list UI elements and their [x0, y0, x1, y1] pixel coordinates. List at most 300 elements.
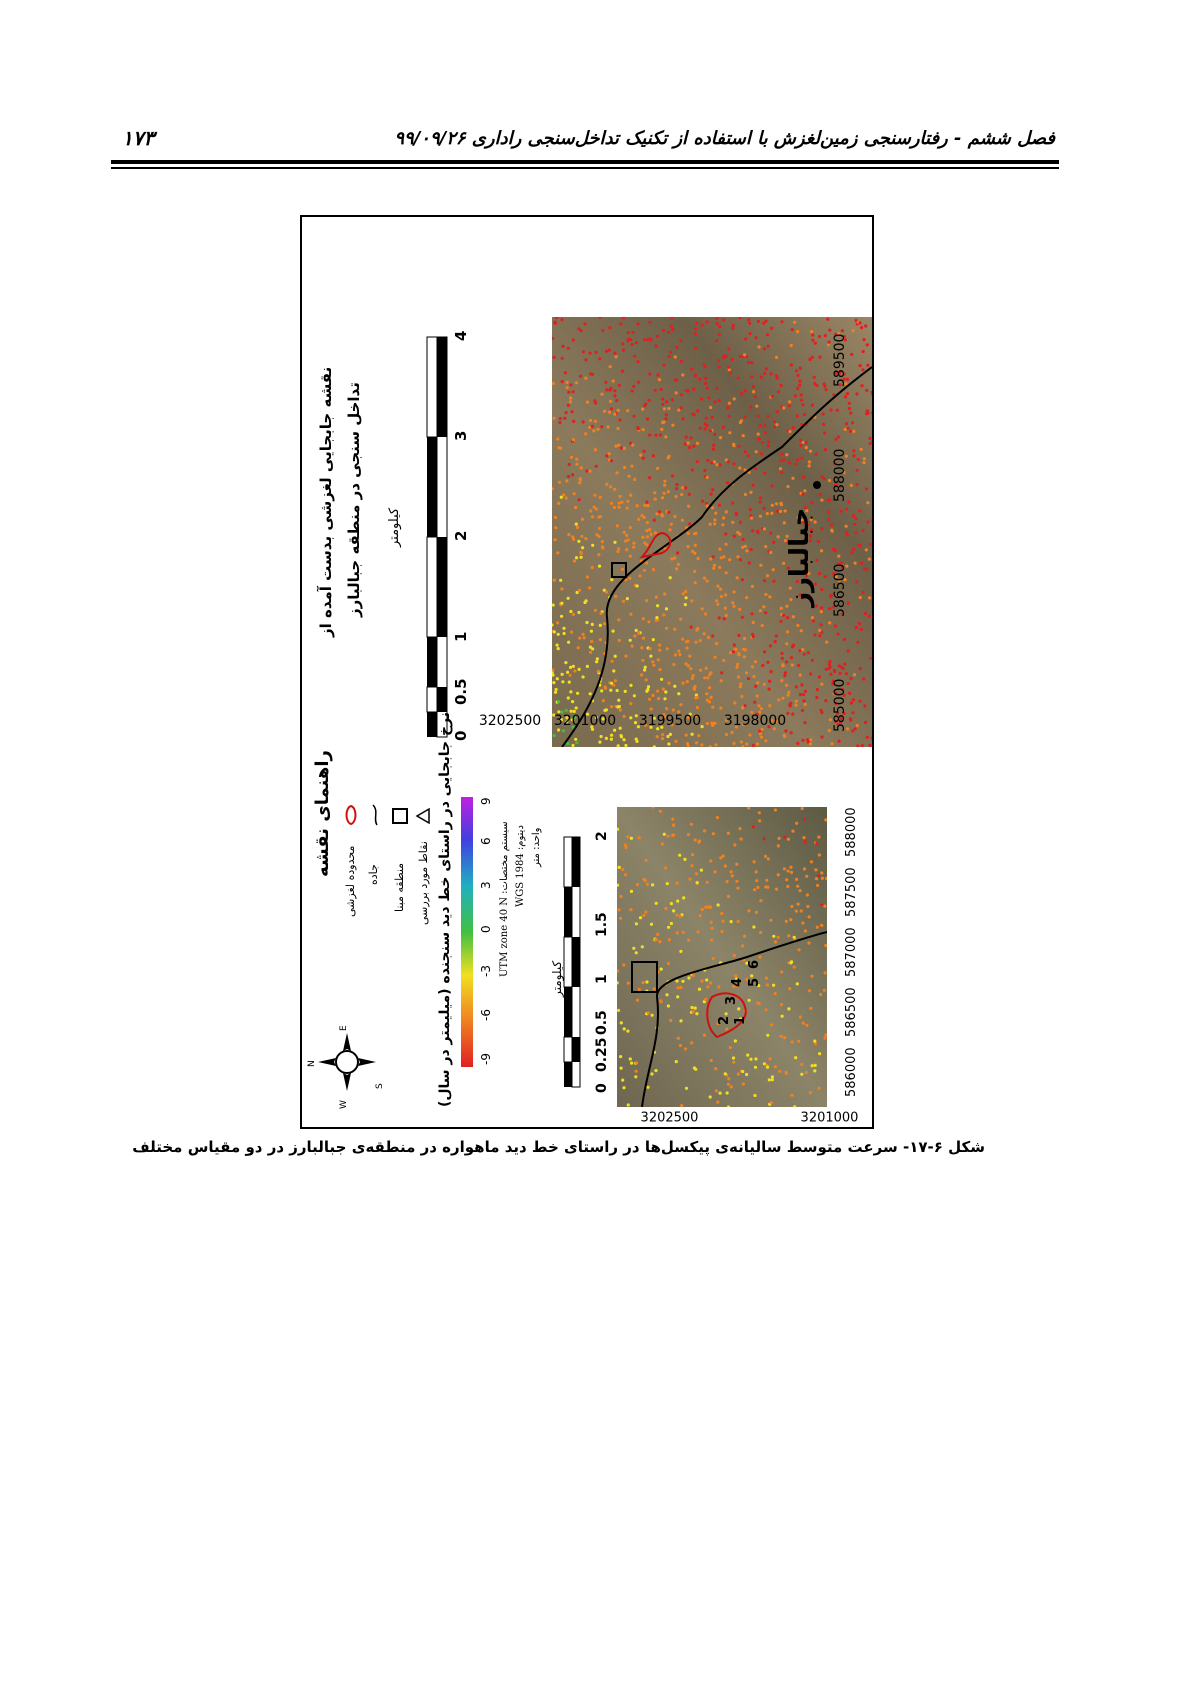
measurement-point — [618, 705, 621, 708]
map1-y-tick-1: 3201000 — [553, 712, 617, 729]
measurement-point — [787, 869, 790, 872]
measurement-point — [627, 331, 630, 334]
measurement-point — [627, 1103, 630, 1106]
measurement-point — [650, 1072, 653, 1075]
measurement-point — [580, 466, 583, 469]
measurement-point — [785, 642, 788, 645]
measurement-point — [583, 636, 586, 639]
measurement-point — [780, 1003, 783, 1006]
measurement-point — [796, 374, 799, 377]
measurement-point — [575, 556, 578, 559]
measurement-point — [768, 704, 771, 707]
measurement-point — [613, 394, 616, 397]
measurement-point — [687, 939, 690, 942]
measurement-point — [631, 343, 634, 346]
measurement-point — [854, 531, 857, 534]
road-line-icon — [369, 803, 381, 827]
measurement-point — [664, 907, 667, 910]
measurement-point — [858, 321, 861, 324]
measurement-point — [706, 676, 709, 679]
colorbar-tick-4: 3 — [479, 881, 493, 889]
measurement-point — [607, 425, 610, 428]
measurement-point — [765, 977, 768, 980]
measurement-point — [708, 686, 711, 689]
measurement-point — [732, 1061, 735, 1064]
measurement-point — [811, 334, 814, 337]
measurement-point — [799, 889, 802, 892]
measurement-point — [792, 615, 795, 618]
measurement-point — [759, 515, 762, 518]
measurement-point — [747, 318, 750, 321]
measurement-point — [658, 940, 661, 943]
measurement-point — [787, 694, 790, 697]
legend-item-road: جاده — [367, 864, 380, 885]
measurement-point — [665, 707, 668, 710]
measurement-point — [740, 392, 743, 395]
measurement-point — [705, 692, 708, 695]
measurement-point — [815, 604, 818, 607]
running-title: فصل ششم - رفتارسنجی زمین‌لغزش با استفاده از تکنیک تداخل‌سنجی راداری ۹۹/۰۹/۲۶ — [394, 128, 1055, 149]
measurement-point — [677, 649, 680, 652]
measurement-point — [572, 420, 575, 423]
measurement-point — [729, 1046, 732, 1049]
measurement-point — [619, 495, 622, 498]
measurement-point — [634, 1075, 637, 1078]
measurement-point — [636, 360, 639, 363]
measurement-point — [788, 430, 791, 433]
measurement-point — [621, 370, 624, 373]
measurement-point — [737, 1007, 740, 1010]
measurement-point — [769, 532, 772, 535]
measurement-point — [671, 424, 674, 427]
measurement-point — [800, 1073, 803, 1076]
measurement-point — [615, 399, 618, 402]
measurement-point — [559, 447, 562, 450]
measurement-point — [748, 733, 751, 736]
measurement-point — [828, 479, 831, 482]
measurement-point — [866, 736, 869, 739]
measurement-point — [644, 910, 647, 913]
measurement-point — [781, 1015, 784, 1018]
measurement-point — [712, 448, 715, 451]
measurement-point — [725, 733, 728, 736]
measurement-point — [782, 614, 785, 617]
measurement-point — [625, 534, 628, 537]
measurement-point — [764, 855, 767, 858]
measurement-point — [796, 330, 799, 333]
measurement-point — [726, 406, 729, 409]
figure-caption: شکل ۶-۱۷- سرعت متوسط سالیانه‌ی پیکسل‌ها در راستای خط دید ماهواره در منطقه‌ی جبالبارز در دو مقیاس مختلف — [132, 1138, 985, 1156]
measurement-point — [629, 639, 632, 642]
measurement-point — [594, 609, 597, 612]
measurement-point — [820, 606, 823, 609]
measurement-point — [588, 470, 591, 473]
measurement-point — [758, 345, 761, 348]
measurement-point — [736, 887, 739, 890]
measurement-point — [767, 440, 770, 443]
map2-x-tick-3: 587500 — [844, 867, 859, 917]
measurement-point — [722, 318, 725, 321]
measurement-point — [564, 661, 567, 664]
measurement-point — [777, 390, 780, 393]
measurement-point — [768, 1057, 771, 1060]
measurement-point — [752, 385, 755, 388]
measurement-point — [697, 841, 700, 844]
measurement-point — [665, 607, 668, 610]
measurement-point — [815, 842, 818, 845]
measurement-point — [694, 685, 697, 688]
measurement-point — [557, 633, 560, 636]
measurement-point — [755, 911, 758, 914]
measurement-point — [753, 1094, 756, 1097]
measurement-point — [799, 367, 802, 370]
measurement-point — [576, 526, 579, 529]
measurement-point — [661, 403, 664, 406]
measurement-point — [796, 458, 799, 461]
measurement-point — [602, 699, 605, 702]
measurement-point — [774, 992, 777, 995]
measurement-point — [824, 971, 827, 974]
measurement-point — [676, 995, 679, 998]
measurement-point — [770, 327, 773, 330]
compass-n: N — [307, 1060, 317, 1067]
measurement-point — [790, 1041, 793, 1044]
measurement-point — [671, 328, 674, 331]
measurement-point — [806, 893, 809, 896]
measurement-point — [855, 580, 858, 583]
measurement-point — [718, 399, 721, 402]
measurement-point — [748, 322, 751, 325]
measurement-point — [614, 679, 617, 682]
measurement-point — [787, 1007, 790, 1010]
measurement-point — [852, 430, 855, 433]
measurement-point — [807, 651, 810, 654]
measurement-point — [629, 702, 632, 705]
measurement-point — [573, 669, 576, 672]
measurement-point — [744, 389, 747, 392]
measurement-point — [801, 807, 804, 810]
measurement-point — [643, 668, 646, 671]
measurement-point — [718, 325, 721, 328]
measurement-point — [804, 690, 807, 693]
measurement-point — [805, 1024, 808, 1027]
measurement-point — [786, 616, 789, 619]
measurement-point — [846, 533, 849, 536]
measurement-point — [829, 673, 832, 676]
measurement-point — [619, 1055, 622, 1058]
measurement-point — [736, 555, 739, 558]
measurement-point — [852, 514, 855, 517]
measurement-point — [692, 1010, 695, 1013]
measurement-point — [593, 494, 596, 497]
measurement-point — [818, 853, 821, 856]
measurement-point — [567, 347, 570, 350]
measurement-point — [605, 737, 608, 740]
measurement-point — [568, 681, 571, 684]
measurement-point — [813, 633, 816, 636]
measurement-point — [599, 515, 602, 518]
measurement-point — [681, 980, 684, 983]
measurement-point — [577, 646, 580, 649]
measurement-point — [654, 498, 657, 501]
measurement-point — [569, 383, 572, 386]
measurement-point — [681, 373, 684, 376]
measurement-point — [865, 389, 868, 392]
measurement-point — [620, 446, 623, 449]
measurement-point — [663, 833, 666, 836]
measurement-point — [680, 493, 683, 496]
measurement-point — [624, 873, 627, 876]
measurement-point — [677, 409, 680, 412]
measurement-point — [787, 838, 790, 841]
map1-title-line1: نقشه جابجایی لغزشی بدست آمده از — [317, 366, 335, 637]
measurement-point — [744, 648, 747, 651]
measurement-point — [737, 634, 740, 637]
measurement-point — [777, 873, 780, 876]
measurement-point — [659, 810, 662, 813]
measurement-point — [687, 833, 690, 836]
measurement-point — [813, 1069, 816, 1072]
measurement-point — [790, 871, 793, 874]
measurement-point — [715, 1089, 718, 1092]
measurement-point — [645, 561, 648, 564]
measurement-point — [699, 427, 702, 430]
measurement-point — [790, 731, 793, 734]
measurement-point — [640, 646, 643, 649]
measurement-point — [610, 459, 613, 462]
measurement-point — [598, 527, 601, 530]
measurement-point — [772, 984, 775, 987]
measurement-point — [621, 342, 624, 345]
measurement-point — [865, 487, 868, 490]
measurement-point — [868, 596, 871, 599]
map1-x-tick-2: 588000 — [832, 448, 848, 502]
measurement-point — [737, 1073, 740, 1076]
measurement-point — [858, 509, 861, 512]
map1-x-tick-0: 585000 — [832, 678, 848, 732]
measurement-point — [668, 682, 671, 685]
measurement-point — [836, 633, 839, 636]
measurement-point — [614, 445, 617, 448]
map1-x-tick-1: 586500 — [832, 563, 848, 617]
measurement-point — [853, 523, 856, 526]
measurement-point — [565, 496, 568, 499]
measurement-point — [685, 662, 688, 665]
measurement-point — [663, 697, 666, 700]
measurement-point — [569, 396, 572, 399]
measurement-point — [711, 488, 714, 491]
measurement-point — [556, 621, 559, 624]
measurement-point — [745, 549, 748, 552]
measurement-point — [805, 1071, 808, 1074]
measurement-point — [614, 655, 617, 658]
measurement-point — [727, 1077, 730, 1080]
measurement-point — [637, 381, 640, 384]
legend-title: راهنمای نقشه — [312, 750, 333, 877]
measurement-point — [784, 729, 787, 732]
measurement-point — [557, 700, 560, 703]
measurement-point — [777, 936, 780, 939]
measurement-point — [818, 493, 821, 496]
measurement-point — [821, 877, 824, 880]
measurement-point — [684, 486, 687, 489]
measurement-point — [756, 886, 759, 889]
map1-scale-tick-1: 0.5 — [452, 678, 470, 705]
measurement-point — [681, 638, 684, 641]
measurement-point — [603, 622, 606, 625]
measurement-point — [802, 1022, 805, 1025]
measurement-point — [647, 685, 650, 688]
measurement-point — [771, 395, 774, 398]
measurement-point — [747, 909, 750, 912]
measurement-point — [612, 379, 615, 382]
measurement-point — [585, 469, 588, 472]
measurement-point — [637, 632, 640, 635]
compass-w: W — [339, 1100, 349, 1109]
map2-y-tick-1: 3201000 — [800, 1110, 859, 1126]
map2-x-tick-4: 588000 — [844, 807, 859, 857]
measurement-point — [709, 557, 712, 560]
measurement-point — [605, 454, 608, 457]
measurement-point — [748, 999, 751, 1002]
measurement-point — [744, 450, 747, 453]
measurement-point — [684, 442, 687, 445]
measurement-point — [694, 332, 697, 335]
measurement-point — [741, 706, 744, 709]
measurement-point — [629, 716, 632, 719]
measurement-point — [594, 420, 597, 423]
measurement-point — [590, 640, 593, 643]
measurement-point — [718, 566, 721, 569]
measurement-point — [561, 345, 564, 348]
measurement-point — [759, 424, 762, 427]
measurement-point — [835, 438, 838, 441]
measurement-point — [843, 638, 846, 641]
map1-place-label: جبالبارز — [785, 507, 815, 607]
measurement-point — [696, 881, 699, 884]
measurement-point — [710, 921, 713, 924]
measurement-point — [666, 835, 669, 838]
measurement-point — [581, 546, 584, 549]
measurement-point — [724, 607, 727, 610]
measurement-point — [658, 378, 661, 381]
measurement-point — [768, 688, 771, 691]
measurement-point — [622, 349, 625, 352]
measurement-point — [701, 324, 704, 327]
measurement-point — [753, 888, 756, 891]
measurement-point — [690, 626, 693, 629]
measurement-point — [785, 684, 788, 687]
measurement-point — [631, 645, 634, 648]
measurement-point — [632, 542, 635, 545]
measurement-point — [845, 525, 848, 528]
measurement-point — [687, 976, 690, 979]
measurement-point — [820, 711, 823, 714]
measurement-point — [717, 359, 720, 362]
measurement-point — [706, 580, 709, 583]
measurement-point — [669, 1019, 672, 1022]
measurement-point — [725, 880, 728, 883]
measurement-point — [694, 838, 697, 841]
measurement-point — [817, 874, 820, 877]
measurement-point — [650, 533, 653, 536]
measurement-point — [648, 647, 651, 650]
measurement-point — [801, 709, 804, 712]
measurement-point — [650, 707, 653, 710]
measurement-point — [731, 501, 734, 504]
measurement-point — [576, 692, 579, 695]
measurement-point — [852, 698, 855, 701]
measurement-point — [739, 682, 742, 685]
measurement-point — [635, 922, 638, 925]
map2-scale-label: کیلومتر — [550, 960, 564, 997]
measurement-point — [851, 711, 854, 714]
measurement-point — [653, 519, 656, 522]
measurement-point — [557, 728, 560, 731]
measurement-point — [796, 742, 799, 745]
measurement-point — [645, 690, 648, 693]
measurement-point — [742, 1082, 745, 1085]
measurement-point — [873, 707, 874, 710]
measurement-point — [674, 653, 677, 656]
measurement-point — [760, 376, 763, 379]
measurement-point — [718, 504, 721, 507]
measurement-point — [635, 740, 638, 743]
measurement-point — [785, 453, 788, 456]
measurement-point — [597, 670, 600, 673]
measurement-point — [679, 950, 682, 953]
measurement-point — [754, 1057, 757, 1060]
measurement-point — [823, 1036, 826, 1039]
map1-title-line2: تداخل سنجی در منطقه جبالبارز — [345, 382, 363, 617]
measurement-point — [613, 506, 616, 509]
measurement-point — [675, 346, 678, 349]
measurement-point — [566, 381, 569, 384]
measurement-point — [725, 355, 728, 358]
measurement-point — [743, 704, 746, 707]
measurement-point — [696, 460, 699, 463]
measurement-point — [553, 734, 556, 737]
measurement-point — [648, 528, 651, 531]
measurement-point — [612, 669, 615, 672]
measurement-point — [660, 388, 663, 391]
measurement-point — [816, 926, 819, 929]
measurement-point — [768, 595, 771, 598]
measurement-point — [811, 659, 814, 662]
measurement-point — [801, 921, 804, 924]
measurement-point — [848, 402, 851, 405]
measurement-point — [659, 433, 662, 436]
measurement-point — [633, 415, 636, 418]
measurement-point — [801, 403, 804, 406]
map2-x-tick-2: 587000 — [844, 927, 859, 977]
measurement-point — [635, 1070, 638, 1073]
measurement-point — [560, 496, 563, 499]
measurement-point — [828, 621, 831, 624]
measurement-point — [820, 549, 823, 552]
measurement-point — [794, 1056, 797, 1059]
measurement-point — [755, 870, 758, 873]
measurement-point — [637, 427, 640, 430]
measurement-point — [828, 663, 831, 666]
measurement-point — [790, 960, 793, 963]
measurement-point — [639, 454, 642, 457]
measurement-point — [703, 469, 706, 472]
measurement-point — [783, 867, 786, 870]
measurement-point — [623, 715, 626, 718]
measurement-point — [629, 338, 632, 341]
measurement-point — [580, 329, 583, 332]
